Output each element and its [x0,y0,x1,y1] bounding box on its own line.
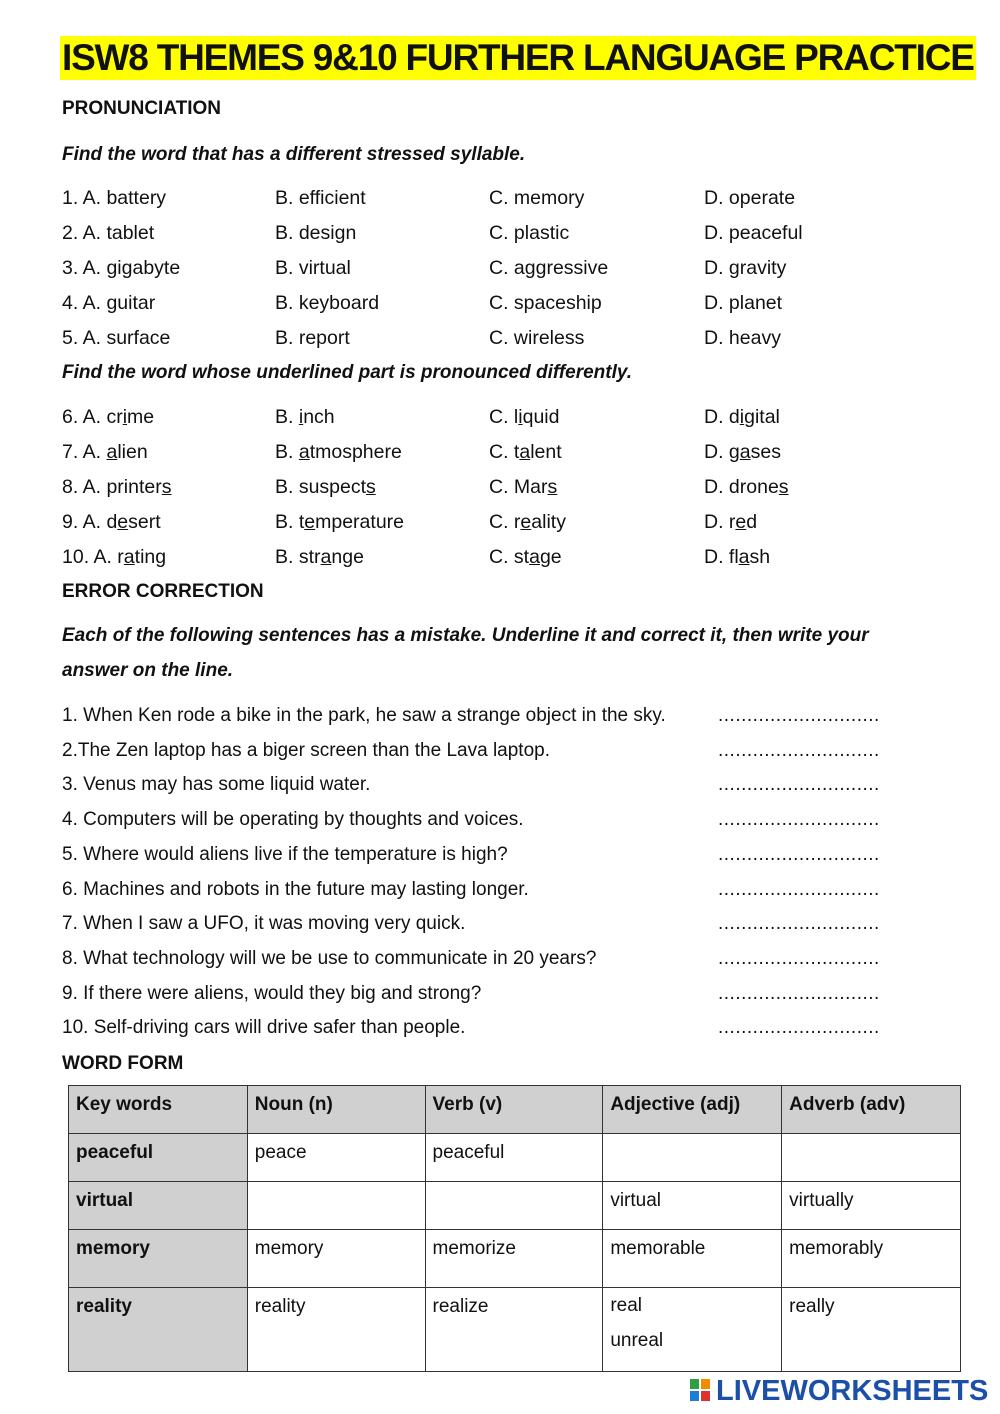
option-text: D. g [704,441,740,463]
option-text: d [746,511,758,533]
answer-option[interactable]: D. heavy [704,327,781,349]
stress-instruction: Find the word that has a different stressed syllable. [62,144,526,165]
option-text: B. [275,406,299,428]
error-sentence-row [62,947,880,974]
answer-option[interactable] [62,511,161,534]
answer-option[interactable]: C. spaceship [489,292,602,314]
option-text: mperature [315,511,404,533]
option-text: 7. A. [62,441,107,463]
sentence-text: 2.The Zen laptop has a biger screen than the Lava laptop. [62,739,550,761]
cell-line: unreal [610,1330,664,1351]
option-text: B. [275,441,299,463]
answer-option[interactable] [275,441,402,464]
error-sentence-row [62,1017,880,1043]
sentence-text: 5. Where would aliens live if the temperature is high? [62,843,508,865]
answer-line[interactable]: ............................ [718,774,880,796]
option-text: C. r [489,511,521,533]
key-word-cell: peaceful [69,1134,248,1182]
answer-option[interactable] [62,406,154,429]
underlined-letters: a [529,546,540,568]
error-sentence-row [62,705,880,731]
answer-line[interactable]: ............................ [718,982,880,1004]
error-sentence-row [62,774,880,800]
error-correction-instruction: Each of the following sentences has a mistake. Underline it and correct it, then write your answer on the line. [62,625,869,681]
key-word-cell: memory [69,1230,248,1288]
answer-line[interactable]: ............................ [718,705,880,726]
pronunciation-heading: PRONUNCIATION [62,98,222,119]
answer-option[interactable] [62,476,171,499]
answer-option[interactable]: D. planet [704,292,783,314]
liveworksheets-logo [690,1375,988,1407]
column-header: Adjective (adj) [603,1086,782,1134]
sentence-text: 1. When Ken rode a bike in the park, he saw a strange object in the sky. [62,705,666,726]
option-text: B. str [275,546,321,568]
underlined-letters: a [519,441,531,463]
option-text: nge [331,546,364,568]
answer-option[interactable]: D. peaceful [704,222,803,244]
word-form-heading: WORD FORM [62,1053,184,1074]
answer-option[interactable]: C. plastic [489,222,570,244]
option-text: gital [744,406,780,428]
error-sentence-row [62,739,880,766]
column-header: Noun (n) [247,1086,425,1134]
word-form-header-row [69,1086,961,1134]
option-text: lien [117,441,148,463]
underlined-letters: s [778,476,789,498]
answer-option[interactable] [704,476,789,499]
answer-option[interactable] [62,441,148,464]
option-text: ting [134,546,167,568]
answer-option[interactable]: 3. A. gigabyte [62,257,181,279]
underlined-letters: s [366,476,376,498]
option-text: tmosphere [309,441,402,463]
sentence-text: 8. What technology will we be use to communicate in 20 years? [62,947,597,969]
option-text: C. t [489,441,520,463]
underlined-letters: a [106,441,118,463]
column-header: Adverb (adv) [782,1086,961,1134]
underlined-letters: a [739,441,751,463]
answer-option[interactable] [489,546,562,569]
error-sentence-row [62,878,880,905]
underlined-letters: a [298,441,310,463]
answer-option[interactable]: 4. A. guitar [62,292,156,314]
answer-option[interactable] [704,546,770,569]
answer-option[interactable]: C. memory [489,187,585,209]
underlined-letters: s [161,476,172,498]
table-row [69,1230,961,1288]
sentence-text: 4. Computers will be operating by thoughts and voices. [62,809,524,831]
answer-option[interactable] [275,406,335,429]
underlined-letters: s [547,476,558,498]
underlined-letters: i [518,406,523,428]
sentence-text: 7. When I saw a UFO, it was moving very quick. [62,913,466,935]
option-text: C. st [489,546,530,568]
sentence-text: 10. Self-driving cars will drive safer than people. [62,1017,466,1039]
answer-option[interactable] [489,476,557,499]
option-text: ses [750,441,781,463]
answer-line[interactable]: ............................ [718,878,880,900]
answer-option[interactable]: 1. A. battery [62,187,167,209]
word-form-cell[interactable]: peaceful [425,1134,603,1182]
option-text: 9. A. d [62,511,118,533]
underlined-letters: e [117,511,129,533]
answer-option[interactable] [275,546,364,569]
word-form-cell[interactable]: memorably [782,1230,961,1288]
option-text: D. r [704,511,736,533]
key-word-cell: reality [69,1288,248,1372]
answer-option[interactable] [62,546,166,569]
option-text: D. drone [704,476,779,498]
word-form-cell[interactable]: memorize [425,1230,603,1288]
answer-option[interactable]: 5. A. surface [62,327,171,349]
answer-option[interactable] [489,441,562,464]
word-form-table [68,1085,961,1372]
answer-option[interactable]: B. design [275,222,357,244]
answer-option[interactable] [275,476,376,499]
option-text: sert [128,511,161,533]
liveworksheets-logo-icon [690,1379,712,1403]
answer-option[interactable]: 2. A. tablet [62,222,155,244]
answer-option[interactable]: D. gravity [704,257,787,279]
option-text: quid [522,406,560,428]
key-word-cell: virtual [69,1182,248,1230]
word-form-cell[interactable]: reality [247,1288,425,1372]
option-text: B. suspect [275,476,367,498]
word-form-cell[interactable]: memorable [603,1230,782,1288]
error-sentence-row [62,982,880,1009]
answer-line[interactable]: ............................ [718,1017,880,1039]
word-form-cell[interactable] [603,1288,782,1372]
underlined-letters: a [738,546,750,568]
word-form-cell[interactable] [247,1182,425,1230]
column-header: Verb (v) [425,1086,603,1134]
error-sentence-row [62,913,880,939]
liveworksheets-logo-text: LIVEWORKSHEETS [716,1374,989,1407]
answer-line[interactable]: ............................ [718,913,880,935]
error-sentence-row [62,809,880,835]
answer-option[interactable] [704,406,780,429]
word-form-cell[interactable]: virtually [782,1182,961,1230]
answer-option[interactable] [489,511,566,534]
word-form-cell[interactable]: virtual [603,1182,782,1230]
option-text: ge [539,546,562,568]
table-row [69,1134,961,1182]
answer-option[interactable]: C. wireless [489,327,585,349]
underlined-letters: i [739,406,745,428]
sound-instruction: Find the word whose underlined part is pronounced differently. [62,362,633,383]
underlined-letters: e [735,511,747,533]
word-form-cell[interactable] [782,1134,961,1182]
answer-option[interactable]: C. aggressive [489,257,609,279]
answer-option[interactable]: D. operate [704,187,796,209]
underlined-letters: i [122,406,128,428]
cell-line: real [610,1295,643,1316]
underlined-letters: a [123,546,135,568]
table-row [69,1288,961,1372]
underlined-letters: i [298,406,304,428]
sentence-text: 3. Venus may has some liquid water. [62,774,371,796]
option-text: D. fl [704,546,739,568]
option-text: 8. A. printer [62,476,162,498]
table-row [69,1182,961,1230]
answer-option[interactable] [704,511,757,534]
option-text: lent [530,441,562,463]
word-form-cell[interactable]: realize [425,1288,603,1372]
page-title: ISW8 THEMES 9&10 FURTHER LANGUAGE PRACTICE [62,37,974,78]
word-form-cell[interactable]: really [782,1288,961,1372]
underlined-letters: e [304,511,316,533]
error-sentence-row [62,843,880,870]
answer-option[interactable] [704,441,781,464]
option-text: nch [303,406,335,428]
answer-option[interactable]: B. virtual [275,257,351,279]
sentence-text: 6. Machines and robots in the future may lasting longer. [62,878,529,900]
error-correction-heading: ERROR CORRECTION [62,581,264,602]
answer-line[interactable]: ............................ [718,843,880,865]
option-text: 10. A. r [62,546,124,568]
option-text: D. d [704,406,740,428]
answer-line[interactable]: ............................ [718,809,880,831]
word-form-cell[interactable]: peace [247,1134,425,1182]
underlined-letters: e [520,511,532,533]
answer-option[interactable]: B. report [275,327,350,349]
underlined-letters: a [320,546,332,568]
option-text: 6. A. cr [62,406,123,428]
answer-option[interactable]: B. keyboard [275,292,380,314]
option-text: ality [531,511,566,533]
word-form-cell[interactable] [425,1182,603,1230]
option-text: B. t [275,511,305,533]
word-form-cell[interactable] [603,1134,782,1182]
answer-line[interactable]: ............................ [718,947,880,969]
option-text: C. l [489,406,519,428]
answer-option[interactable] [489,406,559,429]
option-text: C. Mar [489,476,548,498]
answer-line[interactable]: ............................ [718,739,880,761]
sentence-text: 9. If there were aliens, would they big and strong? [62,982,482,1004]
column-header: Key words [69,1086,248,1134]
word-form-cell[interactable]: memory [247,1230,425,1288]
option-text: me [127,406,155,428]
answer-option[interactable]: B. efficient [275,187,366,209]
answer-option[interactable] [275,511,404,534]
option-text: sh [749,546,771,568]
